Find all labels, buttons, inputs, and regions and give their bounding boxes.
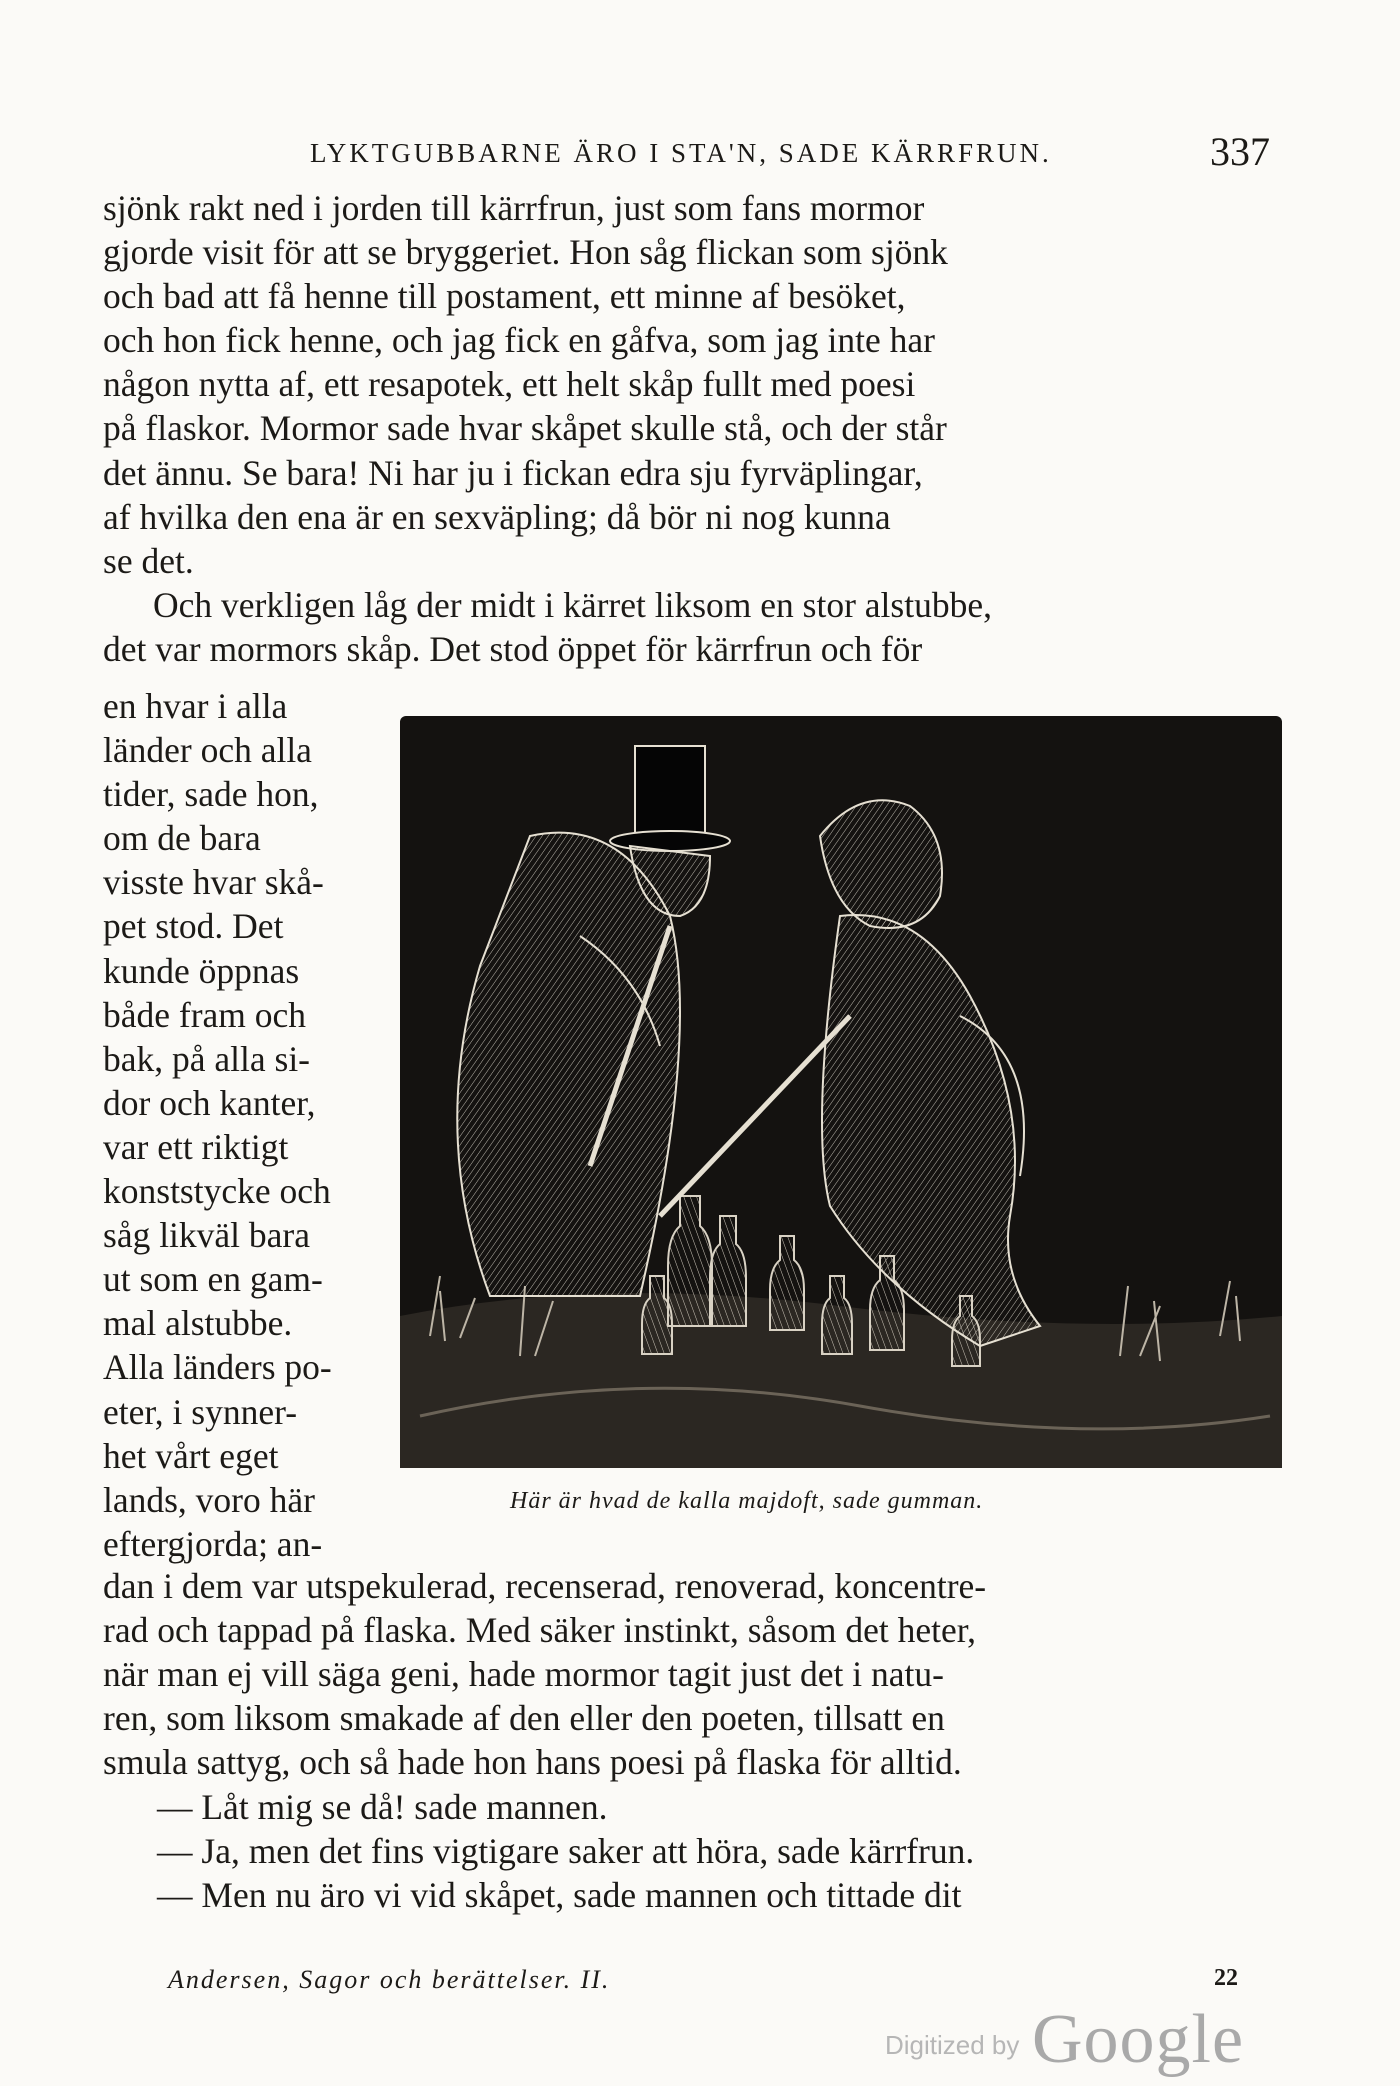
text-line: kunde öppnas [103,950,300,991]
signature-mark: 22 [1214,1965,1238,1991]
text-line: eter, i synner- [103,1391,298,1432]
dialogue-line: — Låt mig se då! sade mannen. [157,1787,608,1827]
text-line: någon nytta af, ett resapotek, ett helt skåp fullt med poesi [103,364,916,405]
text-line: det var mormors skåp. Det stod öppet för kärrfrun och för [103,628,923,669]
figure-caption: Här är hvad de kalla majdoft, sade gumman. [510,1488,984,1514]
text-line: rad och tappad på flaska. Med säker instinkt, såsom det heter, [103,1610,976,1651]
text-line: var ett riktigt [103,1126,289,1167]
engraving-illustration [400,716,1282,1468]
text-line: när man ej vill säga geni, hade mormor tagit just det i natu- [103,1654,944,1695]
text-line: af hvilka den ena är en sexväpling; då bör ni nog kunna [103,496,891,537]
text-line: smula sattyg, och så hade hon hans poesi på flaska för alltid. [103,1742,962,1783]
text-line: på flaskor. Mormor sade hvar skåpet skulle stå, och der står [103,408,947,449]
text-line: het vårt eget [103,1435,279,1476]
text-line: pet stod. Det [103,906,284,947]
text-line: tider, sade hon, [103,774,319,815]
text-line: om de bara [103,818,261,859]
text-line: länder och alla [103,730,312,771]
text-line: och hon fick henne, och jag fick en gåfva, som jag inte har [103,320,935,361]
footer-title: Andersen, Sagor och berättelser. II. [168,1965,611,1994]
text-line: eftergjorda; an- [103,1523,323,1564]
digitized-watermark [885,2000,1285,2078]
text-line: både fram och [103,994,307,1035]
text-line: det ännu. Se bara! Ni har ju i fickan edra sju fyrväplingar, [103,452,923,493]
text-line: se det. [103,540,194,581]
text-line: Alla länders po- [103,1347,332,1388]
text-line: såg likväl bara [103,1215,311,1256]
column-text [103,684,393,1566]
page-footer [168,1965,1238,2005]
text-line: visste hvar skå- [103,862,324,903]
text-line: sjönk rakt ned i jorden till kärrfrun, just som fans mormor [103,188,925,228]
text-line: och bad att få henne till postament, ett minne af besöket, [103,276,906,317]
engraving-figure [400,716,1282,1468]
page-number: 337 [1210,129,1270,174]
text-line: dan i dem var utspekulerad, recenserad, renoverad, koncentre- [103,1566,987,1606]
paragraph-top [103,186,1275,671]
text-line: bak, på alla si- [103,1038,311,1079]
text-line: lands, voro här [103,1479,315,1520]
text-line: mal alstubbe. [103,1303,293,1344]
dialogue-line: — Ja, men det fins vigtigare saker att höra, sade kärrfrun. [157,1831,975,1872]
dialogue [103,1785,1275,1917]
text-line: gjorde visit för att se bryggeriet. Hon såg flickan som sjönk [103,232,948,273]
text-line: ut som en gam- [103,1259,323,1300]
paragraph-bottom [103,1564,1275,1784]
running-head: LYKTGUBBARNE ÄRO I STA'N, SADE KÄRRFRUN. [310,138,1052,168]
text-line: Och verkligen låg der midt i kärret liksom en stor alstubbe, [153,584,992,625]
dialogue-line: — Men nu äro vi vid skåpet, sade mannen och tittade dit [157,1875,962,1916]
digitized-label: Digitized by [885,2030,1020,2060]
page-header [100,128,1280,178]
text-line: dor och kanter, [103,1082,316,1123]
text-line: ren, som liksom smakade af den eller den poeten, tillsatt en [103,1698,945,1739]
text-line: konststycke och [103,1171,331,1212]
text-line: en hvar i alla [103,686,288,726]
google-logo: Google [1032,2001,1245,2078]
